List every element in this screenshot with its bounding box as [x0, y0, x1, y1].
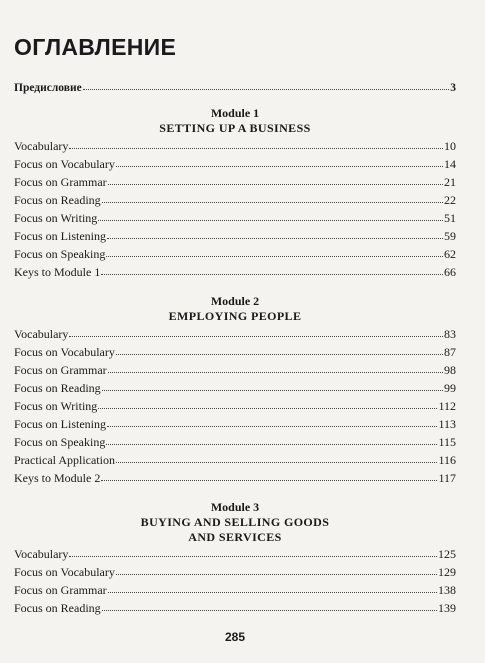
toc-entry-page: 139	[438, 601, 456, 615]
toc-entry	[14, 344, 456, 360]
toc-entry	[14, 264, 456, 280]
leader-dots	[98, 398, 437, 409]
leader-dots	[116, 156, 443, 167]
toc-entry-page: 87	[444, 345, 456, 359]
leader-dots	[116, 564, 437, 575]
toc-entry-label: Focus on Grammar	[14, 363, 107, 377]
toc-entry	[14, 192, 456, 208]
toc-entry-page: 115	[438, 435, 456, 449]
toc-entry-page: 99	[444, 381, 456, 395]
toc-entry-label: Focus on Listening	[14, 229, 106, 243]
toc-entry-page: 116	[438, 453, 456, 467]
toc-entry	[14, 138, 456, 154]
module-heading	[14, 294, 456, 324]
toc-entry-page: 129	[438, 565, 456, 579]
leader-dots	[108, 174, 443, 185]
module-title: EMPLOYING PEOPLE	[168, 309, 302, 323]
toc-entry	[14, 174, 456, 190]
toc-entry-page: 21	[444, 175, 456, 189]
page-title: ОГЛАВЛЕНИЕ	[14, 34, 177, 60]
toc-entry	[14, 452, 456, 468]
toc-entry-label: Focus on Vocabulary	[14, 157, 115, 171]
toc-entry	[14, 416, 456, 432]
leader-dots	[102, 380, 443, 391]
leader-dots	[106, 434, 437, 445]
module-title: BUYING AND SELLING GOODS	[140, 515, 330, 529]
toc-entry-label: Focus on Grammar	[14, 583, 107, 597]
toc-entry-label: Focus on Reading	[14, 193, 101, 207]
toc-entry-page: 59	[444, 229, 456, 243]
toc-entry	[14, 156, 456, 172]
module-number: Module 3	[210, 500, 260, 514]
toc-entry	[14, 564, 456, 580]
module-number: Module 1	[210, 106, 260, 120]
module-heading	[14, 106, 456, 136]
toc-entry-page: 62	[444, 247, 456, 261]
leader-dots	[101, 264, 443, 275]
leader-dots	[69, 546, 437, 557]
toc-entry-label: Focus on Vocabulary	[14, 565, 115, 579]
toc-entry	[14, 246, 456, 262]
leader-dots	[116, 452, 437, 463]
toc-entry-label: Keys to Module 1	[14, 265, 101, 279]
toc-entry-page: 22	[444, 193, 456, 207]
toc-entry	[14, 210, 456, 226]
toc-entry-preface	[14, 80, 456, 96]
leader-dots	[107, 416, 437, 427]
toc-entry-page: 138	[438, 583, 456, 597]
toc-entry-label: Focus on Writing	[14, 211, 98, 225]
toc-entry-label: Focus on Reading	[14, 381, 101, 395]
toc-entry-label: Focus on Listening	[14, 417, 106, 431]
toc-entry-label: Vocabulary	[14, 327, 69, 341]
toc-entry-label: Practical Application	[14, 453, 115, 467]
toc-page	[14, 0, 456, 663]
toc-entry-label: Vocabulary	[14, 139, 69, 153]
toc-entry	[14, 470, 456, 486]
toc-entry-label: Focus on Speaking	[14, 435, 106, 449]
toc-entry-page: 98	[444, 363, 456, 377]
leader-dots	[107, 228, 443, 239]
leader-dots	[83, 79, 450, 90]
toc-entry-page: 51	[444, 211, 456, 225]
leader-dots	[116, 344, 443, 355]
leader-dots	[69, 326, 443, 337]
leader-dots	[69, 138, 443, 149]
leader-dots	[108, 582, 437, 593]
toc-entry-label: Focus on Speaking	[14, 247, 106, 261]
toc-entry-label: Focus on Vocabulary	[14, 345, 115, 359]
toc-entry-label: Focus on Grammar	[14, 175, 107, 189]
toc-entry	[14, 582, 456, 598]
toc-entry-label: Focus on Writing	[14, 399, 98, 413]
toc-entry-page: 66	[444, 265, 456, 279]
toc-entry-page: 112	[438, 399, 456, 413]
leader-dots	[101, 470, 437, 481]
toc-entry-label: Keys to Module 2	[14, 471, 101, 485]
leader-dots	[106, 246, 443, 257]
toc-entry	[14, 546, 456, 562]
page-number: 285	[224, 630, 246, 644]
toc-entry-page: 113	[438, 417, 456, 431]
toc-entry-page: 14	[444, 157, 456, 171]
module-number: Module 2	[210, 294, 260, 308]
module-title: SETTING UP A BUSINESS	[159, 121, 311, 135]
toc-entry-page: 125	[438, 547, 456, 561]
toc-entry	[14, 228, 456, 244]
toc-entry	[14, 600, 456, 616]
toc-entry	[14, 362, 456, 378]
module-title-line-2: AND SERVICES	[188, 530, 282, 544]
leader-dots	[108, 362, 443, 373]
leader-dots	[98, 210, 443, 221]
module-heading	[14, 500, 456, 545]
toc-entry-label: Vocabulary	[14, 547, 69, 561]
toc-entry	[14, 398, 456, 414]
toc-entry-page: 10	[444, 139, 456, 153]
toc-entry	[14, 326, 456, 342]
toc-entry	[14, 434, 456, 450]
toc-entry	[14, 380, 456, 396]
toc-entry-page: 83	[444, 327, 456, 341]
toc-entry-page: 3	[450, 82, 456, 94]
toc-entry-page: 117	[438, 471, 456, 485]
leader-dots	[102, 192, 443, 203]
toc-entry-label: Предисловие	[14, 82, 82, 94]
leader-dots	[102, 600, 437, 611]
toc-entry-label: Focus on Reading	[14, 601, 101, 615]
